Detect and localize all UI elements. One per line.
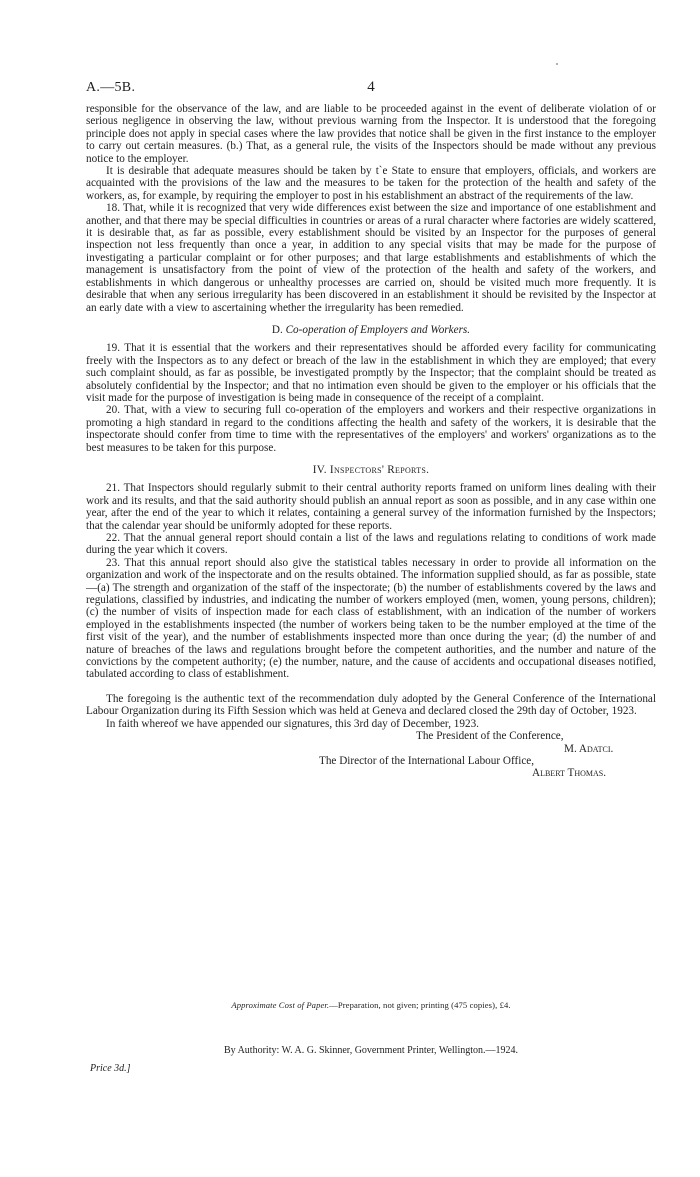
page-header bbox=[86, 80, 656, 98]
section-heading-d-title: Co-operation of Employers and Workers. bbox=[285, 323, 471, 336]
president-title: The President of the Conference, bbox=[416, 730, 564, 743]
paragraph-21: 21. That Inspectors should regularly submit to their central authority reports framed on uniform lines dealing with their work and its results, and that the said authority should publish an annual report as soon as possible, and in any case within one year, after the end of the year to which it relates, containing a general survey of the information furnished by the Inspectors; that the calendar year should be uniformly adopted for these reports. bbox=[86, 482, 656, 532]
document-body bbox=[86, 103, 656, 780]
paragraph-18: 18. That, while it is recognized that very wide differences exist between the size and importance of one establishment and another, and that there may be special difficulties in countries or areas of a rural character where factories are widely scattered, it is desirable that, as far as possible, every establishment should be visited by an Inspector for the purposes of general inspection not less frequently than once a year, in addition to any special visits that may be made for the purpose of investigating a particular complaint or for other purposes; and that large establishments and establishments of which the management is unsatisfactory from the point of view of the protection of the health and safety of the workers, and establishments in which dangerous or unhealthy processes are carried on, should be visited much more frequently. It is desirable that when any serious irregularity has been discovered in an establishment it should be revisited by the Inspector at an early date with a view to ascertaining whether the irregularity has been remedied. bbox=[86, 202, 656, 314]
paragraph-20: 20. That, with a view to securing full co-operation of the employers and workers and their respective organizations in promoting a high standard in regard to the conditions affecting the health and safety of the workers, it is desirable that the inspectorate should confer from time to time with the representatives of the employers' and workers' organizations as to the best measures to be taken for this purpose. bbox=[86, 404, 656, 454]
section-heading-d bbox=[86, 324, 656, 336]
paragraph-19: 19. That it is essential that the workers and their representatives should be afforded every facility for communicating freely with the Inspectors as to any defect or breach of the law in the establishment in which they are employed; that every such complaint should, as far as possible, be investigated promptly by the Inspector; that the complaint should be treated as absolutely confidential by the Inspector; and that no intimation even should be given to the employer or his officials that the visit made for the purpose of investigation is being made in consequence of the receipt of a complaint. bbox=[86, 342, 656, 404]
section-heading-iv: IV. Inspectors' Reports. bbox=[312, 463, 430, 476]
president-signature: M. Adatci. bbox=[564, 742, 614, 755]
scan-speck bbox=[556, 63, 558, 65]
cost-label: Approximate Cost of Paper. bbox=[231, 1000, 330, 1010]
cost-note bbox=[86, 1000, 656, 1010]
director-title: The Director of the International Labour Office, bbox=[319, 754, 535, 767]
printer-authority: By Authority: W. A. G. Skinner, Government Printer, Wellington.—1924. bbox=[223, 1045, 519, 1056]
section-heading-d-prefix: D. bbox=[271, 323, 283, 336]
page-number: 4 bbox=[367, 79, 375, 95]
closing-statement: The foregoing is the authentic text of the recommendation duly adopted by the General Conference of the International Labour Organization during its Fifth Session which was held at Geneva and declared closed the 29th day of October, 1923. bbox=[86, 692, 656, 718]
director-signature: Albert Thomas. bbox=[532, 767, 607, 780]
attestation-line: In faith whereof we have appended our signatures, this 3rd day of December, 1923. bbox=[106, 717, 479, 730]
paragraph-23: 23. That this annual report should also give the statistical tables necessary in order to provide all information on the organization and work of the inspectorate and on the results obtained. The information supplied should, as far as possible, state—(a) The strength and organization of the staff of the inspectorate; (b) the number of establishments covered by the laws and regulations, classified by industries, and indicating the number of workers employed (men, women, young persons, children); (c) the number of visits of inspection made for each class of establishment, with an indication of the number of workers employed in the establishments inspected (the number of workers being taken to be the number employed at the time of the first visit of the year), and the number of establishments inspected more than once during the year; (d) the number of and nature of breaches of the laws and regulations brought before the competent authorities, and the number and nature of the convictions by the competent authority; (e) the number, nature, and the cause of accidents and occupational diseases notified, tabulated according to class of establishment. bbox=[86, 556, 656, 681]
document-reference: A.—5B. bbox=[86, 80, 136, 95]
cost-text: —Preparation, not given; printing (475 copies), £4. bbox=[329, 1000, 511, 1010]
paragraph-22: 22. That the annual general report should contain a list of the laws and regulations relating to conditions of work made during the year which it covers. bbox=[86, 532, 656, 557]
price-label: Price 3d.] bbox=[90, 1063, 131, 1074]
paragraph-continuation: responsible for the observance of the law, and are liable to be proceeded against in the event of deliberate violation of or serious negligence in observing the law, without previous warning from the Inspector. It is understood that the foregoing principle does not apply in special cases where the law provides that notice shall be given in the first instance to the employer to carry out certain measures. (b.) That, as a general rule, the visits of the Inspectors should be made without any previous notice to the employer. bbox=[86, 103, 656, 165]
paragraph-state-measures: It is desirable that adequate measures should be taken by t`e State to ensure that employers, officials, and workers are acquainted with the provisions of the law and the measures to be taken for the protection of the health and safety of the workers, as, for example, by requiring the employer to post in his establishment an abstract of the requirements of the law. bbox=[86, 165, 656, 202]
